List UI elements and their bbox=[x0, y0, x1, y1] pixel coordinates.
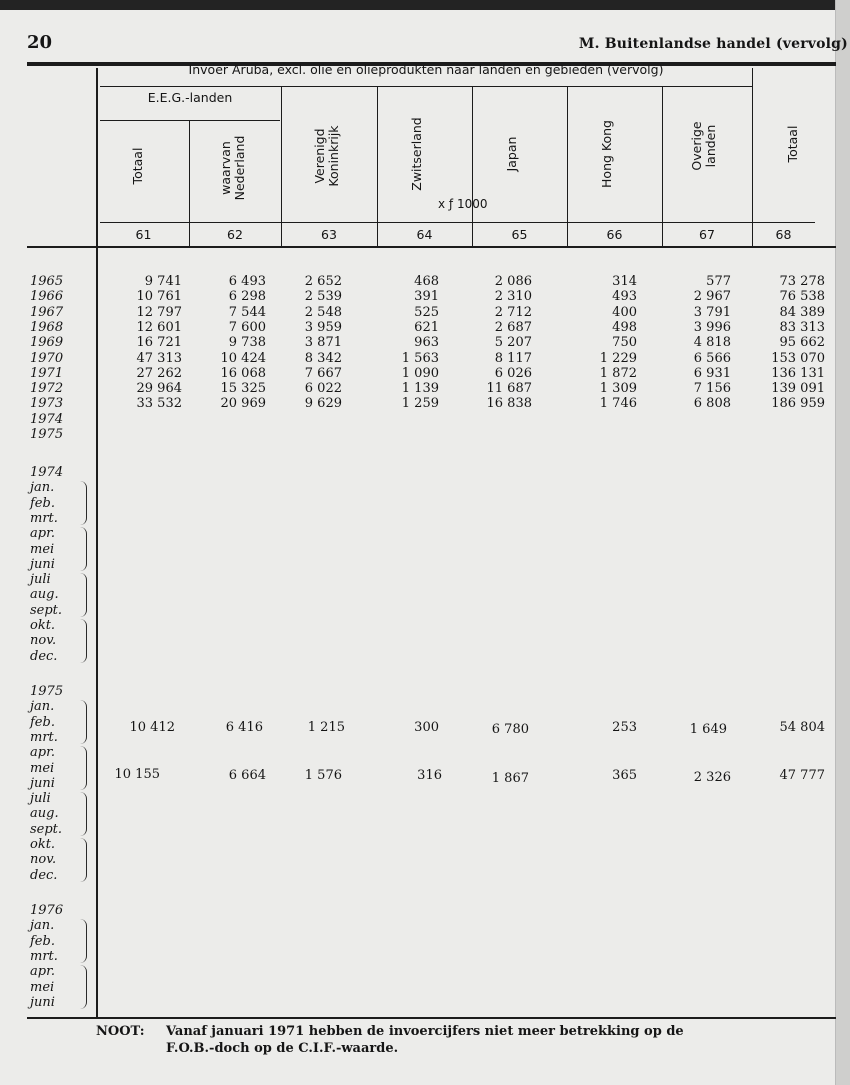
cell-hong-kong: 493 bbox=[612, 289, 637, 305]
cell-totaal-eeg: 12 601 bbox=[136, 319, 182, 335]
cell-japan: 6 026 bbox=[494, 365, 532, 381]
year-label: 1975 bbox=[30, 684, 64, 699]
cell-verenigd-koninkrijk: 2 652 bbox=[304, 274, 342, 289]
year-label: 1970 bbox=[30, 350, 64, 366]
month-label: apr. bbox=[30, 526, 55, 542]
cell-verenigd-koninkrijk: 7 667 bbox=[304, 365, 342, 381]
cell-verenigd-koninkrijk: 8 342 bbox=[304, 350, 342, 366]
year-label: 1976 bbox=[30, 903, 64, 918]
col-header-overige-landen: Overige landen bbox=[689, 121, 718, 171]
year-label: 1972 bbox=[30, 381, 64, 397]
year-label: 1975 bbox=[30, 427, 64, 442]
month-label: feb. bbox=[30, 495, 55, 511]
cell-verenigd-koninkrijk: 6 022 bbox=[304, 381, 342, 397]
cell-zwitserland: 468 bbox=[414, 274, 439, 289]
month-label: jan. bbox=[30, 480, 55, 496]
month-label: mei bbox=[30, 541, 55, 557]
top-edge bbox=[0, 0, 850, 10]
cell-zwitserland: 621 bbox=[414, 319, 439, 335]
col-header-hong-kong: Hong Kong bbox=[599, 120, 614, 188]
cell-zwitserland: 1 139 bbox=[401, 381, 439, 397]
cell-verenigd-koninkrijk: 3 871 bbox=[304, 335, 342, 351]
year-label: 1967 bbox=[30, 304, 64, 320]
cell-japan: 2 310 bbox=[494, 289, 532, 305]
cell-japan: 8 117 bbox=[494, 350, 532, 366]
cell-totaal: 95 662 bbox=[779, 335, 825, 351]
month-label: feb. bbox=[30, 714, 55, 730]
cell-nederland: 20 969 bbox=[220, 396, 266, 412]
page-number: 20 bbox=[27, 32, 53, 53]
cell-nederland: 16 068 bbox=[220, 365, 266, 381]
cell-hong-kong: 1 746 bbox=[599, 396, 637, 412]
cell-totaal-eeg: 10 155 bbox=[114, 767, 160, 782]
cell-totaal: 136 131 bbox=[771, 365, 825, 381]
table-main-header: Invoer Aruba, excl. olie en olieprodukten naar landen en gebieden (vervolg) bbox=[188, 62, 664, 77]
cell-totaal: 76 538 bbox=[779, 289, 825, 305]
month-label: mei bbox=[30, 760, 55, 776]
month-label: jan. bbox=[30, 699, 55, 715]
month-label: sept. bbox=[30, 602, 63, 618]
cell-japan: 11 687 bbox=[486, 381, 532, 397]
cell-overige-landen: 1 649 bbox=[689, 722, 727, 737]
quarter-brace bbox=[80, 965, 90, 1009]
header-rule-1 bbox=[100, 86, 752, 87]
month-label: aug. bbox=[30, 806, 59, 822]
col-number-64: 64 bbox=[416, 227, 433, 242]
month-label: mrt. bbox=[30, 510, 58, 526]
quarter-brace bbox=[80, 746, 90, 790]
col-header-japan: Japan bbox=[504, 136, 519, 172]
cell-overige-landen: 7 156 bbox=[693, 381, 731, 397]
cell-japan: 16 838 bbox=[486, 396, 532, 412]
cell-overige-landen: 2 967 bbox=[693, 289, 731, 305]
cell-overige-landen: 6 808 bbox=[693, 396, 731, 412]
cell-nederland: 6 298 bbox=[228, 289, 266, 305]
year-label: 1974 bbox=[30, 465, 64, 480]
header-rule-2 bbox=[100, 120, 280, 121]
cell-japan: 6 780 bbox=[491, 722, 529, 737]
cell-totaal: 47 777 bbox=[779, 768, 825, 783]
col-header-totaal: Totaal bbox=[785, 125, 800, 163]
month-label: juni bbox=[30, 556, 55, 572]
col-header-nederland: waarvan Nederland bbox=[218, 135, 247, 201]
stub-rule bbox=[96, 68, 98, 1017]
cell-verenigd-koninkrijk: 2 539 bbox=[304, 289, 342, 305]
footnote bbox=[96, 1023, 684, 1057]
quarter-brace bbox=[80, 527, 90, 571]
cell-totaal-eeg: 29 964 bbox=[136, 381, 182, 397]
col-header-zwitserland: Zwitserland bbox=[409, 117, 424, 191]
month-label: juli bbox=[30, 791, 51, 807]
cell-overige-landen: 2 326 bbox=[693, 770, 731, 785]
col-number-62: 62 bbox=[227, 227, 243, 242]
footnote-line-1: Vanaf januari 1971 hebben de invoercijfers niet meer betrekking op de bbox=[166, 1024, 684, 1039]
month-label: okt. bbox=[30, 618, 56, 633]
month-label: apr. bbox=[30, 745, 55, 761]
cell-totaal: 186 959 bbox=[771, 396, 825, 412]
cell-verenigd-koninkrijk: 3 959 bbox=[304, 319, 342, 335]
cell-totaal-eeg: 10 412 bbox=[129, 720, 175, 735]
month-label: okt. bbox=[30, 837, 56, 852]
year-label: 1973 bbox=[30, 396, 64, 412]
year-label: 1969 bbox=[30, 335, 64, 351]
cell-overige-landen: 6 931 bbox=[693, 365, 731, 381]
cell-totaal: 84 389 bbox=[779, 304, 825, 320]
year-label: 1974 bbox=[30, 411, 64, 427]
bottom-rule bbox=[27, 1017, 836, 1019]
footnote-line-2: F.O.B.-doch op de C.I.F.-waarde. bbox=[166, 1041, 399, 1056]
cell-verenigd-koninkrijk: 9 629 bbox=[304, 396, 342, 412]
cell-totaal: 139 091 bbox=[771, 381, 825, 397]
cell-totaal-eeg: 9 741 bbox=[144, 274, 182, 289]
col-number-61: 61 bbox=[135, 227, 152, 242]
cell-totaal: 83 313 bbox=[779, 319, 825, 335]
quarter-brace bbox=[80, 838, 90, 882]
cell-hong-kong: 1 872 bbox=[599, 365, 637, 381]
cell-hong-kong: 498 bbox=[612, 319, 637, 335]
cell-zwitserland: 1 090 bbox=[401, 365, 439, 381]
month-label: dec. bbox=[30, 648, 58, 664]
col-header-verenigd-koninkrijk: Verenigd Koninkrijk bbox=[312, 125, 341, 187]
month-label: juli bbox=[30, 572, 51, 588]
month-label: jan. bbox=[30, 918, 55, 934]
cell-japan: 2 086 bbox=[494, 274, 532, 289]
month-label: mei bbox=[30, 979, 55, 995]
year-label: 1971 bbox=[30, 365, 64, 381]
cell-verenigd-koninkrijk: 2 548 bbox=[304, 304, 342, 320]
month-label: nov. bbox=[30, 633, 57, 649]
cell-totaal: 73 278 bbox=[779, 274, 825, 289]
cell-zwitserland: 525 bbox=[414, 304, 439, 320]
cell-verenigd-koninkrijk: 1 215 bbox=[307, 720, 345, 735]
cell-overige-landen: 3 996 bbox=[693, 319, 731, 335]
eeg-group-header: E.E.G.-landen bbox=[147, 90, 233, 105]
month-label: juni bbox=[30, 994, 55, 1010]
page-edge bbox=[835, 0, 850, 1085]
quarter-brace bbox=[80, 619, 90, 663]
cell-nederland: 10 424 bbox=[220, 350, 266, 366]
quarter-brace bbox=[80, 481, 90, 525]
cell-hong-kong: 365 bbox=[612, 768, 637, 783]
cell-nederland: 7 600 bbox=[228, 319, 266, 335]
cell-japan: 1 867 bbox=[491, 771, 529, 786]
cell-zwitserland: 1 259 bbox=[401, 396, 439, 412]
cell-totaal-eeg: 27 262 bbox=[136, 365, 182, 381]
cell-overige-landen: 6 566 bbox=[693, 350, 731, 366]
col-number-65: 65 bbox=[511, 227, 528, 242]
month-label: sept. bbox=[30, 821, 63, 837]
cell-totaal-eeg: 33 532 bbox=[136, 396, 182, 412]
quarter-brace bbox=[80, 573, 90, 617]
cell-zwitserland: 1 563 bbox=[401, 350, 439, 366]
cell-totaal-eeg: 12 797 bbox=[136, 304, 182, 320]
cell-hong-kong: 253 bbox=[612, 720, 637, 735]
month-label: juni bbox=[30, 775, 55, 791]
month-label: dec. bbox=[30, 867, 58, 883]
cell-verenigd-koninkrijk: 1 576 bbox=[304, 768, 342, 783]
cell-japan: 5 207 bbox=[494, 335, 532, 351]
year-label: 1968 bbox=[30, 319, 64, 335]
quarter-brace bbox=[80, 792, 90, 836]
cell-hong-kong: 1 309 bbox=[599, 381, 637, 397]
col-rule-68 bbox=[752, 68, 753, 246]
month-label: mrt. bbox=[30, 729, 58, 745]
cell-overige-landen: 4 818 bbox=[693, 335, 731, 351]
cell-nederland: 9 738 bbox=[228, 335, 266, 351]
cell-zwitserland: 391 bbox=[414, 289, 439, 305]
cell-totaal-eeg: 47 313 bbox=[136, 350, 182, 366]
col-number-66: 66 bbox=[606, 227, 623, 242]
cell-nederland: 6 416 bbox=[225, 720, 263, 735]
running-title: M. Buitenlandse handel (vervolg) bbox=[578, 36, 848, 52]
cell-hong-kong: 314 bbox=[612, 274, 637, 289]
month-label: aug. bbox=[30, 587, 59, 603]
col-header-totaal-eeg: Totaal bbox=[130, 147, 145, 185]
cell-japan: 2 687 bbox=[494, 319, 532, 335]
col-number-67: 67 bbox=[699, 227, 715, 242]
month-label: apr. bbox=[30, 964, 55, 980]
year-label: 1965 bbox=[30, 274, 64, 289]
cell-totaal-eeg: 10 761 bbox=[136, 289, 182, 305]
cell-nederland: 6 664 bbox=[228, 768, 266, 783]
cell-hong-kong: 750 bbox=[612, 335, 637, 351]
month-label: feb. bbox=[30, 933, 55, 949]
footnote-label: NOOT: bbox=[96, 1024, 145, 1039]
cell-hong-kong: 1 229 bbox=[599, 350, 637, 366]
cell-hong-kong: 400 bbox=[612, 304, 637, 320]
quarter-brace bbox=[80, 919, 90, 963]
year-label: 1966 bbox=[30, 289, 64, 305]
month-label: mrt. bbox=[30, 948, 58, 964]
col-number-63: 63 bbox=[321, 227, 337, 242]
cell-japan: 2 712 bbox=[494, 304, 532, 320]
cell-nederland: 7 544 bbox=[228, 304, 266, 320]
cell-nederland: 15 325 bbox=[220, 381, 266, 397]
cell-zwitserland: 316 bbox=[417, 768, 442, 783]
unit-label: x ƒ 1000 bbox=[438, 197, 488, 211]
cell-totaal: 54 804 bbox=[779, 720, 825, 735]
cell-zwitserland: 963 bbox=[414, 335, 439, 351]
cell-nederland: 6 493 bbox=[228, 274, 266, 289]
month-label: nov. bbox=[30, 852, 57, 868]
quarter-brace bbox=[80, 700, 90, 744]
cell-overige-landen: 577 bbox=[706, 274, 731, 289]
cell-totaal: 153 070 bbox=[771, 350, 825, 366]
cell-zwitserland: 300 bbox=[414, 720, 439, 735]
col-number-68: 68 bbox=[775, 227, 792, 242]
cell-totaal-eeg: 16 721 bbox=[136, 335, 182, 351]
cell-overige-landen: 3 791 bbox=[693, 304, 731, 320]
